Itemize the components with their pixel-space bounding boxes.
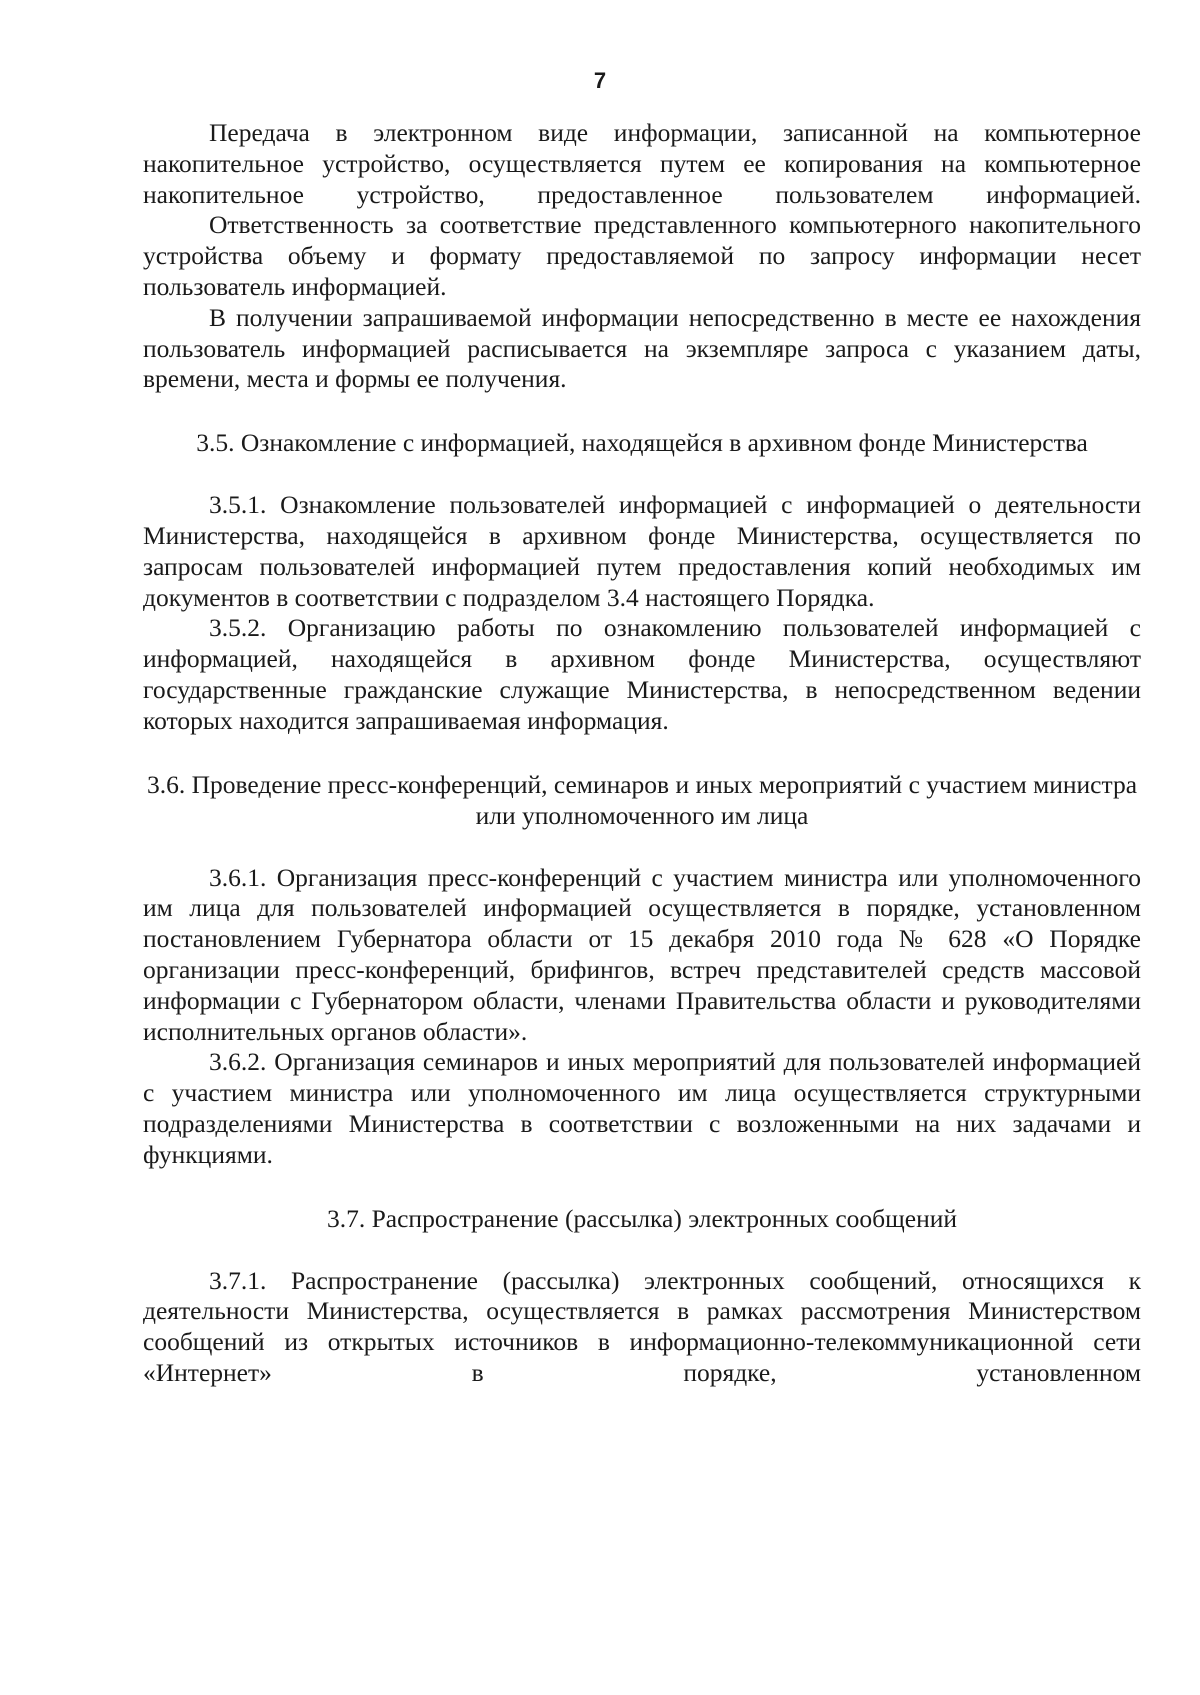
paragraph-3-5-2: 3.5.2. Организацию работы по ознакомлению пользователей информацией с информацией, находящейся в архивном фонде Министерства, осуществляют государственные гражданские служащие Министерства, в непосредственном ведении которых находится запрашиваемая информация.: [143, 613, 1141, 735]
page-number: 7: [593, 68, 607, 93]
section-heading-3-6: 3.6. Проведение пресс-конференций, семинаров и иных мероприятий с участием министра или уполномоченного им лица: [146, 769, 1138, 830]
section-heading-3-5: 3.5. Ознакомление с информацией, находящейся в архивном фонде Министерства: [196, 428, 1088, 458]
paragraph-3-5-1: 3.5.1. Ознакомление пользователей информацией с информацией о деятельности Министерства, находящейся в архивном фонде Министерства, осуществляется по запросам пользователей информацией путем предоставления копий необходимых им документов в соответствии с подразделом 3.4 настоящего Порядка.: [143, 490, 1141, 612]
paragraph-3-7-1: 3.7.1. Распространение (рассылка) электронных сообщений, относящихся к деятельности Министерства, осуществляется в рамках рассмотрения Министерством сообщений из открытых источников в информационно-телекоммуникационной сети «Интернет» в порядке, установленном: [143, 1265, 1141, 1387]
document-body: [143, 118, 1141, 1389]
paragraph-electronic-transfer: Передача в электронном виде информации, записанной на компьютерное накопительное устройство, осуществляется путем ее копирования на компьютерное накопительное устройство, предоставленное пользователем информацией.: [143, 118, 1141, 209]
paragraph-receipt-signature: В получении запрашиваемой информации непосредственно в месте ее нахождения пользователь информацией расписывается на экземпляре запроса с указанием даты, времени, места и формы ее получения.: [143, 302, 1141, 394]
section-heading-3-7: 3.7. Распространение (рассылка) электронных сообщений: [326, 1203, 958, 1233]
paragraph-3-6-1: 3.6.1. Организация пресс-конференций с участием министра или уполномоченного им лица для пользователей информацией осуществляется в порядке, установленном постановлением Губернатора области от 15 декабря 2010 года № 628 «О Порядке организации пресс-конференций, брифингов, встреч представителей средств массовой информации с Губернатором области, членами Правительства области и руководителями исполнительных органов области».: [143, 862, 1141, 1046]
paragraph-3-6-2: 3.6.2. Организация семинаров и иных мероприятий для пользователей информацией с участием министра или уполномоченного им лица осуществляется структурными подразделениями Министерства в соответствии с возложенными на них задачами и функциями.: [143, 1047, 1141, 1169]
paragraph-responsibility: Ответственность за соответствие представленного компьютерного накопительного устройства объему и формату предоставляемой по запросу информации несет пользователь информацией.: [143, 210, 1141, 301]
